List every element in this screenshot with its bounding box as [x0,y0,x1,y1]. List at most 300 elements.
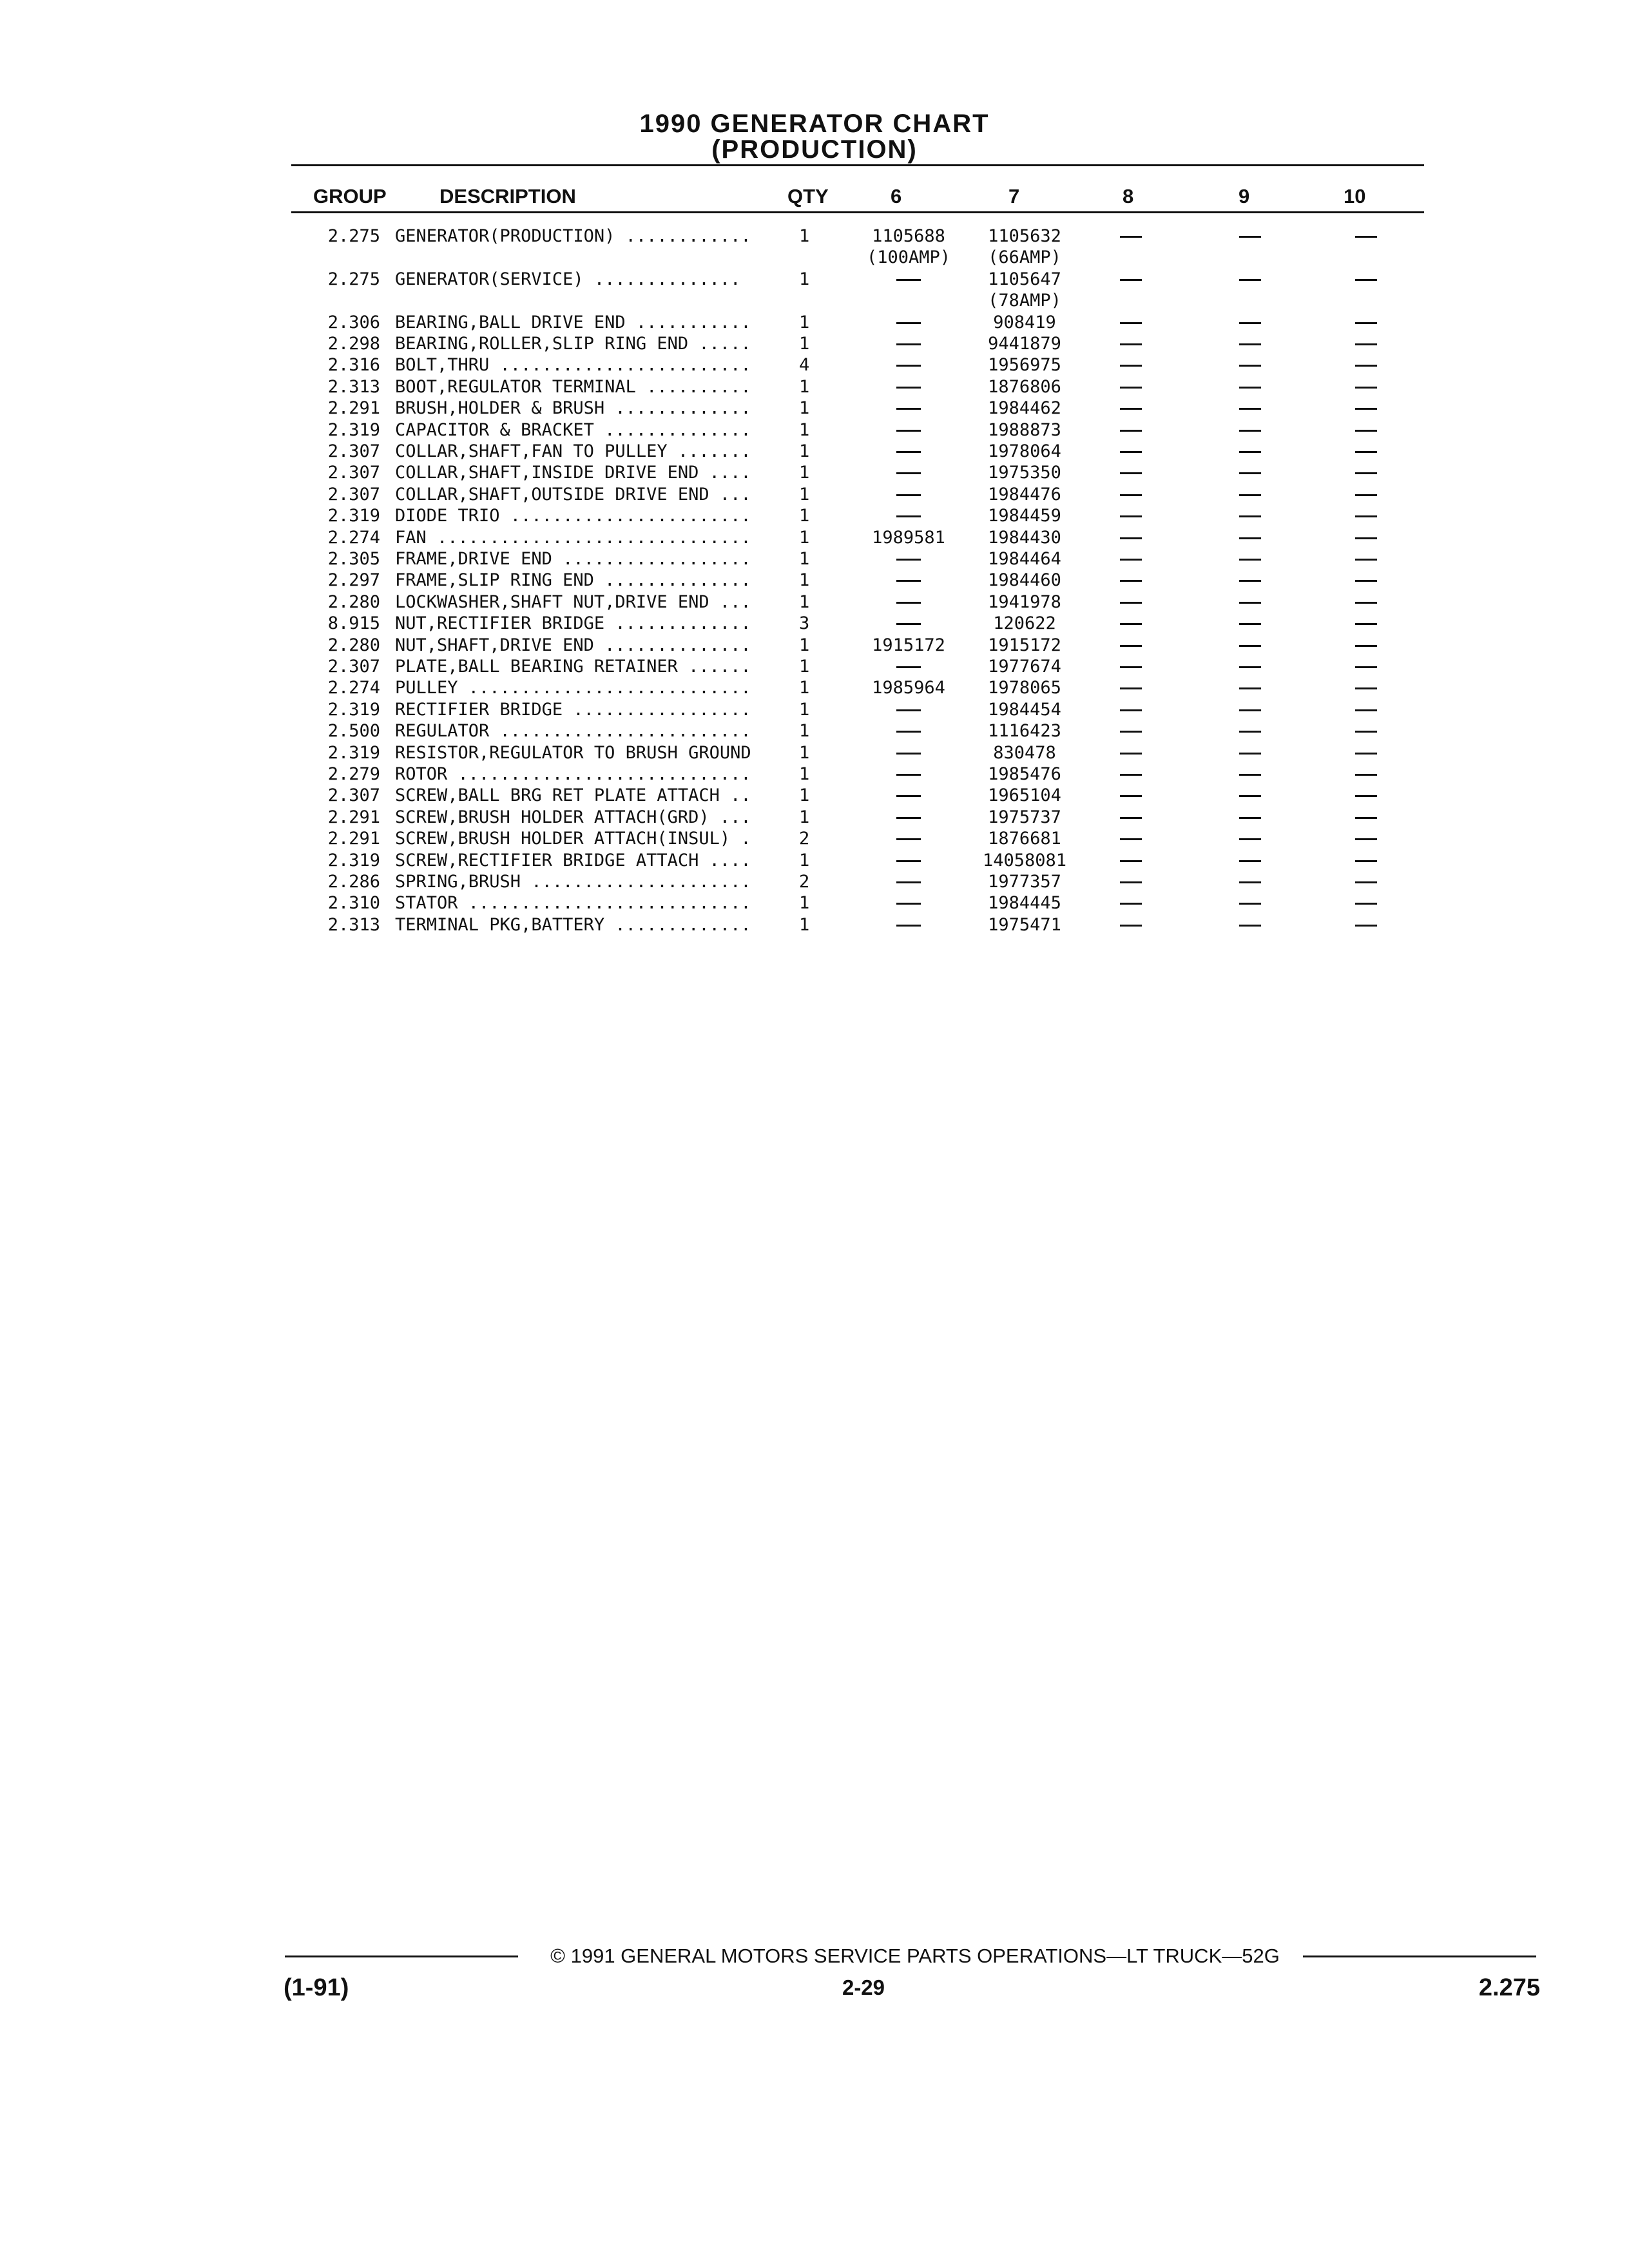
row-col-10 [1302,720,1431,742]
row-qty: 2 [799,829,810,849]
dash-mark [896,774,921,776]
row-col-6: 1105688 [872,226,945,246]
row-col-9 [1186,312,1315,333]
row-description: TERMINAL PKG,BATTERY ............. [395,914,751,935]
row-col-6 [841,419,976,441]
row-description: FRAME,SLIP RING END .............. [395,570,751,591]
dash-mark [896,387,921,389]
dash-mark [1239,408,1261,410]
row-col-10 [1302,742,1431,764]
row-col-8 [1066,269,1195,290]
row-qty: 1 [799,484,810,505]
row-col-8 [1066,376,1195,398]
dash-mark [1239,365,1261,367]
row-col-10 [1302,892,1431,914]
dash-mark [1355,322,1377,324]
dash-mark [1355,838,1377,840]
row-col-8 [1066,441,1195,462]
table-row [0,505,1629,526]
row-col-6 [841,354,976,376]
row-group: 2.307 [327,657,380,677]
dash-mark [1120,559,1142,561]
dash-mark [1239,774,1261,776]
row-col-9 [1186,441,1315,462]
row-col-8 [1066,505,1195,526]
dash-mark [1355,494,1377,496]
row-description: PLATE,BALL BEARING RETAINER ...... [395,657,751,677]
row-group: 2.298 [327,334,380,354]
row-col-7: 1984445 [988,893,1061,914]
dash-mark [1355,387,1377,389]
dash-mark [1239,623,1261,625]
row-col-9 [1186,850,1315,871]
dash-mark [896,709,921,711]
row-description: ROTOR ............................ [395,764,751,784]
chart-title: 1990 GENERATOR CHART [639,110,990,138]
dash-mark [896,559,921,561]
row-col-6 [841,699,976,720]
dash-mark [1355,860,1377,862]
row-group: 2.500 [327,721,380,742]
row-group: 2.291 [327,829,380,849]
footer-left-rule [285,1956,518,1957]
row-col-7: (66AMP) [988,247,1061,268]
row-col-7: 1977357 [988,872,1061,892]
row-qty: 1 [799,657,810,677]
row-group: 2.319 [327,699,380,720]
dash-mark [1239,343,1261,345]
dash-mark [1239,817,1261,819]
row-description: BOLT,THRU ........................ [395,355,751,376]
row-description: COLLAR,SHAFT,FAN TO PULLEY ....... [395,441,751,461]
row-qty: 3 [799,613,810,634]
row-col-9 [1186,570,1315,591]
table-row [0,290,1629,311]
dash-mark [1355,472,1377,474]
row-col-10 [1302,462,1431,483]
dash-mark [1239,925,1261,927]
table-row [0,613,1629,634]
dash-mark [1120,687,1142,689]
dash-mark [896,451,921,453]
row-col-10 [1302,635,1431,656]
row-col-6 [841,376,976,398]
table-row [0,807,1629,828]
row-col-10 [1302,269,1431,290]
dash-mark [896,494,921,496]
row-col-10 [1302,441,1431,462]
row-col-8 [1066,570,1195,591]
table-row [0,764,1629,785]
dash-mark [1120,537,1142,539]
dash-mark [1120,515,1142,517]
row-group: 2.310 [327,893,380,914]
row-qty: 1 [799,549,810,569]
row-description: REGULATOR ........................ [395,721,751,742]
table-row [0,226,1629,247]
row-col-8 [1066,699,1195,720]
dash-mark [1120,408,1142,410]
row-group: 2.307 [327,463,380,483]
row-col-9 [1186,354,1315,376]
row-col-10 [1302,871,1431,892]
dash-mark [1120,365,1142,367]
row-qty: 2 [799,872,810,892]
row-col-8 [1066,807,1195,828]
row-col-10 [1302,527,1431,548]
row-col-6 [841,785,976,806]
row-col-6 [841,333,976,354]
row-col-9 [1186,462,1315,483]
row-qty: 1 [799,850,810,870]
dash-mark [1120,817,1142,819]
row-col-9 [1186,548,1315,570]
row-col-10 [1302,376,1431,398]
row-col-7: 1984476 [988,484,1061,505]
dash-mark [1239,838,1261,840]
row-group: 2.291 [327,807,380,827]
row-group: 2.291 [327,398,380,419]
row-col-8 [1066,527,1195,548]
dash-mark [1355,279,1377,281]
row-col-10 [1302,333,1431,354]
row-col-8 [1066,591,1195,613]
row-description: FRAME,DRIVE END .................. [395,549,751,569]
table-row [0,548,1629,570]
row-col-9 [1186,613,1315,634]
row-description: GENERATOR(SERVICE) .............. [395,269,741,289]
row-group: 2.274 [327,527,380,548]
row-col-10 [1302,764,1431,785]
chart-subtitle: (PRODUCTION) [711,135,918,164]
dash-mark [1239,430,1261,432]
row-qty: 1 [799,914,810,935]
dash-mark [1355,602,1377,604]
dash-mark [896,838,921,840]
footer-section-number: 2.275 [1478,1974,1540,2001]
dash-mark [896,731,921,733]
row-col-7: 1956975 [988,355,1061,376]
row-col-7: 1984462 [988,398,1061,419]
row-qty: 1 [799,742,810,763]
row-description: CAPACITOR & BRACKET .............. [395,419,751,440]
table-row [0,677,1629,698]
dash-mark [1355,731,1377,733]
row-col-7: 1915172 [988,635,1061,655]
row-col-10 [1302,677,1431,698]
row-group: 8.915 [327,613,380,634]
dash-mark [1239,903,1261,905]
dash-mark [896,430,921,432]
dash-mark [896,343,921,345]
row-col-10 [1302,828,1431,849]
table-row [0,785,1629,806]
col-header-10: 10 [1344,185,1366,207]
col-header-description: DESCRIPTION [439,185,576,207]
row-qty: 1 [799,463,810,483]
row-col-6 [841,892,976,914]
row-group: 2.307 [327,441,380,461]
row-col-6 [841,398,976,419]
row-group: 2.313 [327,376,380,397]
row-col-9 [1186,333,1315,354]
dash-mark [1355,687,1377,689]
header-top-rule [291,164,1424,166]
table-row [0,462,1629,483]
row-col-9 [1186,807,1315,828]
row-qty: 1 [799,893,810,914]
dash-mark [896,279,921,281]
row-col-10 [1302,484,1431,505]
row-group: 2.319 [327,506,380,526]
dash-mark [1239,559,1261,561]
row-col-9 [1186,785,1315,806]
dash-mark [896,925,921,927]
dash-mark [1120,774,1142,776]
table-row [0,635,1629,656]
row-description: COLLAR,SHAFT,INSIDE DRIVE END .... [395,463,751,483]
row-col-6 [841,807,976,828]
dash-mark [896,881,921,883]
dash-mark [1239,580,1261,582]
row-group: 2.286 [327,872,380,892]
row-col-6: 1915172 [872,635,945,655]
row-col-6 [841,850,976,871]
row-col-6 [841,484,976,505]
row-col-8 [1066,635,1195,656]
row-col-7: 9441879 [988,334,1061,354]
dash-mark [1120,860,1142,862]
dash-mark [1239,602,1261,604]
table-row [0,871,1629,892]
dash-mark [1355,451,1377,453]
row-col-7: 120622 [993,613,1056,634]
row-qty: 1 [799,398,810,419]
header-bottom-rule [291,211,1424,213]
dash-mark [1239,645,1261,647]
dash-mark [1120,666,1142,668]
row-col-7: 1984460 [988,570,1061,591]
row-col-7: 1978064 [988,441,1061,461]
row-col-7: 1965104 [988,785,1061,806]
table-row [0,484,1629,505]
dash-mark [1120,279,1142,281]
dash-mark [896,753,921,754]
dash-mark [896,472,921,474]
row-col-9 [1186,591,1315,613]
row-col-8 [1066,892,1195,914]
row-group: 2.280 [327,591,380,612]
dash-mark [1120,903,1142,905]
row-col-7: 1984464 [988,549,1061,569]
row-group: 2.313 [327,914,380,935]
row-col-8 [1066,850,1195,871]
table-row [0,914,1629,936]
row-qty: 1 [799,376,810,397]
col-header-qty: QTY [787,185,829,207]
row-description: NUT,SHAFT,DRIVE END .............. [395,635,751,655]
row-col-10 [1302,807,1431,828]
dash-mark [1355,774,1377,776]
row-qty: 1 [799,506,810,526]
row-col-9 [1186,505,1315,526]
row-col-9 [1186,419,1315,441]
dash-mark [1355,515,1377,517]
row-qty: 1 [799,441,810,461]
table-row [0,828,1629,849]
row-col-6 [841,591,976,613]
row-col-10 [1302,850,1431,871]
row-col-9 [1186,828,1315,849]
row-col-10 [1302,354,1431,376]
row-col-6 [841,914,976,936]
dash-mark [1355,795,1377,797]
row-description: DIODE TRIO ....................... [395,506,751,526]
dash-mark [1120,709,1142,711]
row-col-7: 908419 [993,312,1056,332]
dash-mark [1120,838,1142,840]
col-header-8: 8 [1123,185,1134,207]
row-group: 2.275 [327,269,380,289]
row-col-7: 1975737 [988,807,1061,827]
dash-mark [1239,709,1261,711]
row-group: 2.319 [327,419,380,440]
dash-mark [1120,451,1142,453]
row-qty: 1 [799,527,810,548]
row-col-9 [1186,226,1315,247]
col-header-9: 9 [1239,185,1250,207]
row-description: FAN .............................. [395,527,751,548]
dash-mark [896,860,921,862]
dash-mark [1355,236,1377,238]
dash-mark [1120,731,1142,733]
row-col-8 [1066,419,1195,441]
dash-mark [1120,430,1142,432]
row-col-8 [1066,484,1195,505]
dash-mark [1355,817,1377,819]
row-col-7: (78AMP) [988,291,1061,311]
row-group: 2.307 [327,484,380,505]
row-col-9 [1186,742,1315,764]
row-col-7: 1978065 [988,678,1061,698]
table-row [0,850,1629,871]
dash-mark [896,322,921,324]
dash-mark [1239,494,1261,496]
row-col-7: 1105647 [988,269,1061,289]
table-row [0,570,1629,591]
row-col-7: 1977674 [988,657,1061,677]
row-col-10 [1302,505,1431,526]
dash-mark [896,817,921,819]
row-col-10 [1302,548,1431,570]
dash-mark [1120,494,1142,496]
row-col-7: 1984454 [988,699,1061,720]
dash-mark [1120,343,1142,345]
row-col-9 [1186,398,1315,419]
row-qty: 1 [799,269,810,289]
row-col-10 [1302,613,1431,634]
row-col-9 [1186,892,1315,914]
row-col-7: 1876806 [988,376,1061,397]
row-col-6 [841,720,976,742]
row-col-7: 14058081 [982,850,1067,870]
dash-mark [1355,343,1377,345]
dash-mark [896,903,921,905]
table-row [0,699,1629,720]
row-qty: 1 [799,764,810,784]
row-qty: 1 [799,226,810,246]
dash-mark [1120,387,1142,389]
col-header-group: GROUP [313,185,387,207]
row-col-6 [841,764,976,785]
dash-mark [1120,753,1142,754]
dash-mark [1239,666,1261,668]
dash-mark [1239,687,1261,689]
row-col-8 [1066,613,1195,634]
row-col-10 [1302,419,1431,441]
row-qty: 1 [799,591,810,612]
row-col-6: 1985964 [872,678,945,698]
row-col-7: 1984430 [988,527,1061,548]
row-qty: 1 [799,807,810,827]
footer-date-code: (1-91) [284,1974,349,2001]
dash-mark [896,795,921,797]
row-col-9 [1186,871,1315,892]
dash-mark [1355,580,1377,582]
dash-mark [896,602,921,604]
row-col-8 [1066,871,1195,892]
row-col-10 [1302,914,1431,936]
col-header-7: 7 [1008,185,1020,207]
row-description: STATOR ........................... [395,893,751,914]
row-col-8 [1066,548,1195,570]
dash-mark [1120,236,1142,238]
table-row [0,312,1629,333]
table-row [0,354,1629,376]
row-group: 2.274 [327,678,380,698]
row-col-10 [1302,226,1431,247]
row-col-6 [841,269,976,290]
dash-mark [896,365,921,367]
dash-mark [1355,365,1377,367]
dash-mark [1120,645,1142,647]
row-description: SCREW,BALL BRG RET PLATE ATTACH .. [395,785,751,806]
footer-copyright: © 1991 GENERAL MOTORS SERVICE PARTS OPERATIONS—LT TRUCK—52G [550,1945,1280,1967]
row-group: 2.305 [327,549,380,569]
dash-mark [1355,408,1377,410]
row-col-7: 1105632 [988,226,1061,246]
row-col-10 [1302,699,1431,720]
row-col-6 [841,613,976,634]
row-group: 2.280 [327,635,380,655]
row-col-7: 1876681 [988,829,1061,849]
row-group: 2.319 [327,742,380,763]
dash-mark [1120,602,1142,604]
row-col-8 [1066,333,1195,354]
row-col-7: 1984459 [988,506,1061,526]
row-description: BRUSH,HOLDER & BRUSH ............. [395,398,751,419]
row-col-8 [1066,742,1195,764]
row-col-8 [1066,462,1195,483]
row-description: SPRING,BRUSH ..................... [395,872,751,892]
row-col-8 [1066,785,1195,806]
row-description: GENERATOR(PRODUCTION) ............ [395,226,751,246]
row-col-10 [1302,570,1431,591]
table-row [0,527,1629,548]
row-col-6 [841,462,976,483]
table-row [0,376,1629,398]
dash-mark [896,515,921,517]
